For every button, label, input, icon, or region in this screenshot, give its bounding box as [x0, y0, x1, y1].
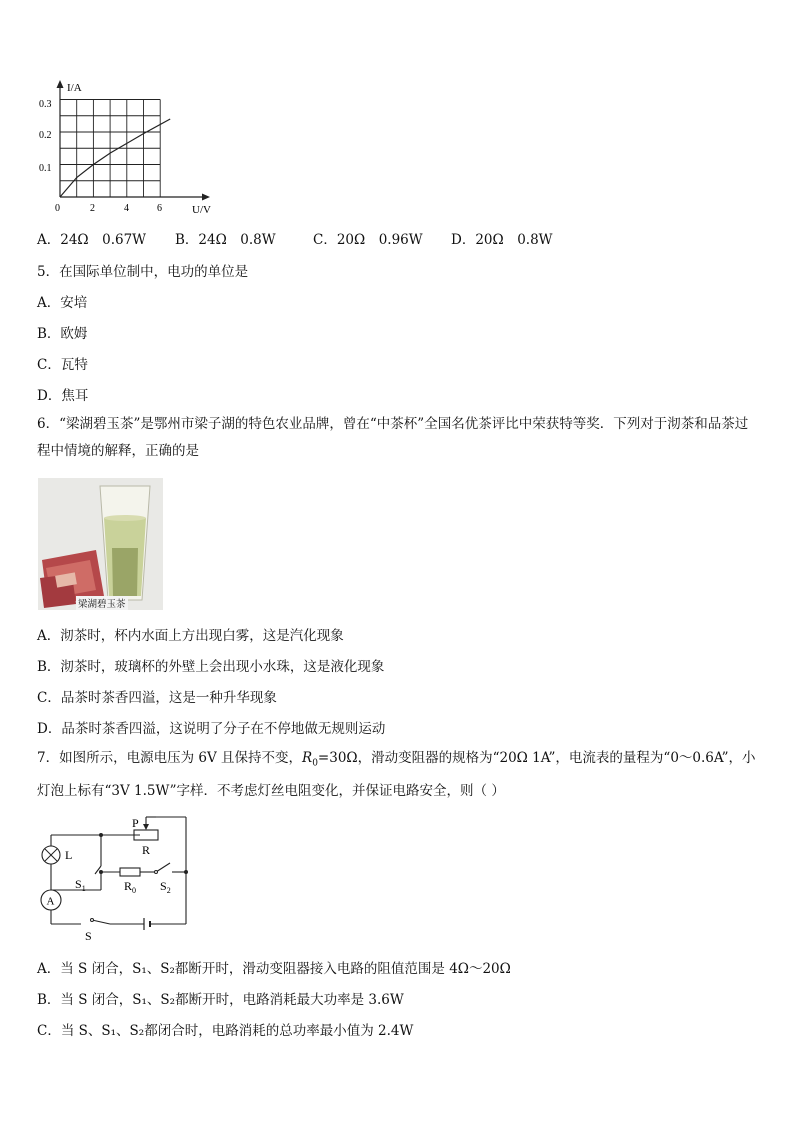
- q6-option-d[interactable]: D．品茶时茶香四溢，这说明了分子在不停地做无规则运动: [37, 721, 386, 737]
- x-axis-arrow: [202, 194, 210, 201]
- q4-option-a[interactable]: A．24Ω 0.67W: [37, 232, 147, 248]
- x-axis-label: U/V: [192, 204, 211, 216]
- r0-subscript: 0: [312, 758, 318, 769]
- tea-photo-caption: 梁湖碧玉茶: [76, 596, 128, 610]
- q7-stem: [37, 745, 757, 805]
- label-a: A: [46, 895, 55, 908]
- label-s1: $S_1$: [75, 877, 86, 893]
- graph-grid: [60, 100, 160, 198]
- q7-option-c[interactable]: C．当 S、S₁、S₂都闭合时，电路消耗的总功率最小值为 2.4W: [37, 1023, 414, 1039]
- x-tick-label: 2: [90, 203, 95, 214]
- tea-photo: [38, 478, 163, 610]
- x-tick-label: 4: [124, 203, 129, 214]
- label-r: R: [142, 843, 151, 857]
- iu-graph: [34, 78, 224, 218]
- q4-option-c[interactable]: C．20Ω 0.96W: [313, 232, 423, 248]
- circuit-diagram: [30, 808, 200, 946]
- q6-stem: 6．“梁湖碧玉茶”是鄂州市梁子湖的特色农业品牌，曾在“中茶杯”全国名优茶评比中荣获特等奖．下列对于沏茶和品茶过程中情境的解释，正确的是: [37, 416, 749, 459]
- tea-glass-illustration: [38, 478, 163, 610]
- x-tick-label: 6: [157, 203, 162, 214]
- x-tick-label: 0: [55, 203, 60, 214]
- q5-stem: 5．在国际单位制中，电功的单位是: [37, 264, 249, 280]
- q6-option-b[interactable]: B．沏茶时，玻璃杯的外壁上会出现小水珠，这是液化现象: [37, 659, 385, 675]
- q7-option-a[interactable]: A．当 S 闭合，S₁、S₂都断开时，滑动变阻器接入电路的阻值范围是 4Ω～20Ω: [37, 961, 511, 977]
- q5-option-c[interactable]: C．瓦特: [37, 357, 88, 373]
- y-tick-label: 0.1: [39, 163, 52, 174]
- label-p: P: [132, 816, 139, 830]
- q5-option-a[interactable]: A．安培: [37, 295, 88, 311]
- q5-option-b[interactable]: B．欧姆: [37, 326, 88, 342]
- q6-option-a[interactable]: A．沏茶时，杯内水面上方出现白雾，这是汽化现象: [37, 628, 344, 644]
- label-s2: $S_2$: [160, 879, 171, 895]
- q6-option-c[interactable]: C．品茶时茶香四溢，这是一种升华现象: [37, 690, 277, 706]
- y-axis-arrow: [57, 80, 64, 88]
- q4-option-b[interactable]: B．24Ω 0.8W: [175, 232, 276, 248]
- label-r0: $R_0$: [124, 879, 137, 895]
- label-l: L: [65, 848, 73, 862]
- r0-symbol: R: [302, 750, 313, 766]
- q7-option-b[interactable]: B．当 S 闭合，S₁、S₂都断开时，电路消耗最大功率是 3.6W: [37, 992, 404, 1008]
- y-tick-label: 0.2: [39, 130, 52, 141]
- q4-option-d[interactable]: D．20Ω 0.8W: [451, 232, 553, 248]
- y-tick-label: 0.3: [39, 99, 52, 110]
- q5-option-d[interactable]: D．焦耳: [37, 388, 89, 404]
- label-s: S: [85, 929, 92, 943]
- y-axis-label: I/A: [67, 82, 82, 94]
- q7-stem-part1: 7．如图所示，电源电压为 6V 且保持不变，: [37, 750, 303, 766]
- slider-arrow: [143, 824, 149, 830]
- q7-stem-part2: =30Ω，滑动变阻器的规格为“20Ω 1A”，电流表的量程为“0～0.6A”，小灯泡上标有“3V 1.5W”字样．不考虑灯丝电阻变化，并保证电路安全，则（ ）: [37, 750, 756, 799]
